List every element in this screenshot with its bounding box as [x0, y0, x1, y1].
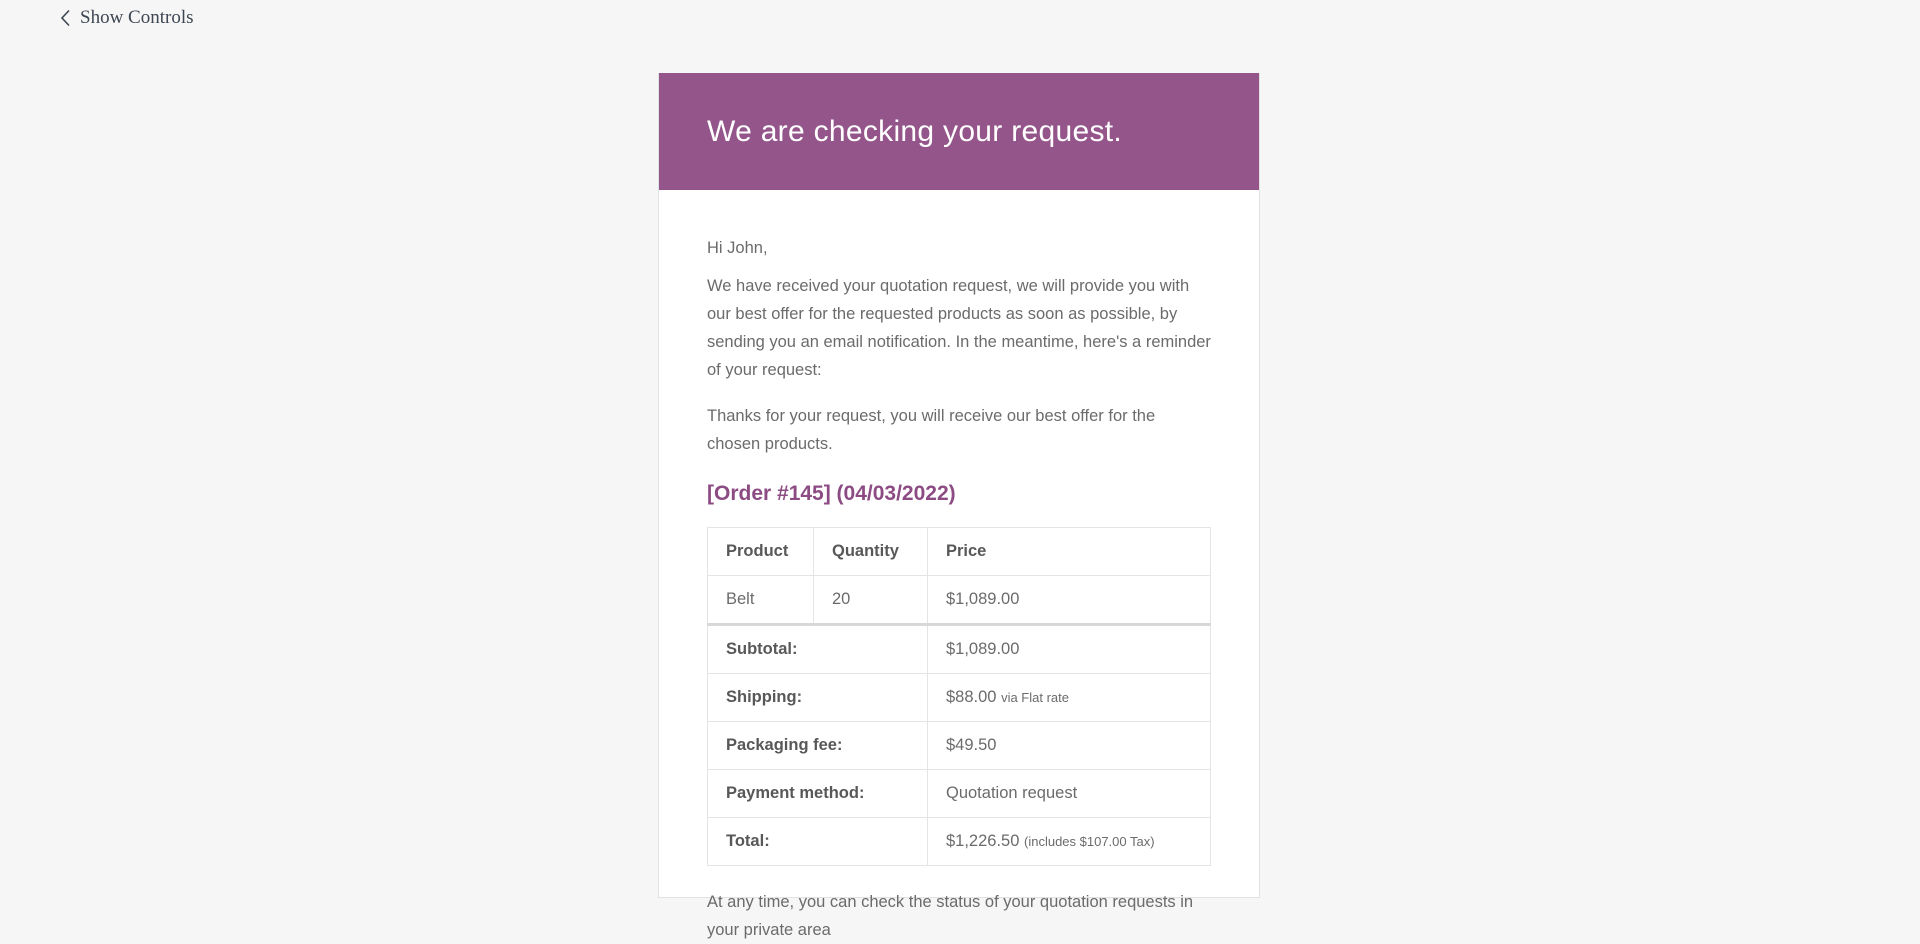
summary-row-total: [708, 818, 1211, 866]
column-header-quantity: Quantity: [814, 528, 928, 576]
summary-value: $88.00 via Flat rate: [928, 674, 1211, 722]
summary-row-packaging-fee: [708, 722, 1211, 770]
item-price: $1,089.00: [928, 576, 1211, 625]
email-preview-card: [658, 73, 1260, 939]
item-product: Belt: [708, 576, 814, 625]
summary-label: Shipping:: [708, 674, 928, 722]
chevron-left-icon: [60, 9, 71, 27]
footer-note: At any time, you can check the status of your quotation requests in your private area: [707, 893, 1194, 939]
tax-note: (includes $107.00 Tax): [1024, 834, 1155, 849]
show-controls-button[interactable]: [60, 7, 194, 29]
thanks-line: Thanks for your request, you will receive our best offer for the chosen products.: [707, 407, 1156, 453]
summary-label: Payment method:: [708, 770, 928, 818]
order-summary-table: [707, 527, 1211, 866]
email-header: [659, 73, 1259, 190]
order-heading: [Order #145] (04/03/2022): [707, 482, 956, 505]
show-controls-label: Show Controls: [80, 7, 194, 28]
summary-value: Quotation request: [928, 770, 1211, 818]
column-header-product: Product: [708, 528, 814, 576]
summary-value: $1,089.00: [928, 625, 1211, 674]
intro-paragraph: We have received your quotation request, we will provide you with our best offer for the requested products as soon as possible, by sending you an email notification. In the meantime, here's a reminder of your request:: [707, 277, 1211, 379]
table-header-row: [708, 528, 1211, 576]
summary-label: Packaging fee:: [708, 722, 928, 770]
shipping-method-note: via Flat rate: [1001, 690, 1069, 705]
item-row: [708, 576, 1211, 625]
summary-row-payment-method: [708, 770, 1211, 818]
item-quantity: 20: [814, 576, 928, 625]
summary-label: Subtotal:: [708, 625, 928, 674]
summary-row-subtotal: [708, 625, 1211, 674]
summary-row-shipping: [708, 674, 1211, 722]
column-header-price: Price: [928, 528, 1211, 576]
email-body: [659, 190, 1259, 944]
summary-value: $1,226.50 (includes $107.00 Tax): [928, 818, 1211, 866]
summary-label: Total:: [708, 818, 928, 866]
greeting-text: Hi John,: [707, 239, 768, 257]
summary-value: $49.50: [928, 722, 1211, 770]
email-title: We are checking your request.: [707, 114, 1123, 148]
